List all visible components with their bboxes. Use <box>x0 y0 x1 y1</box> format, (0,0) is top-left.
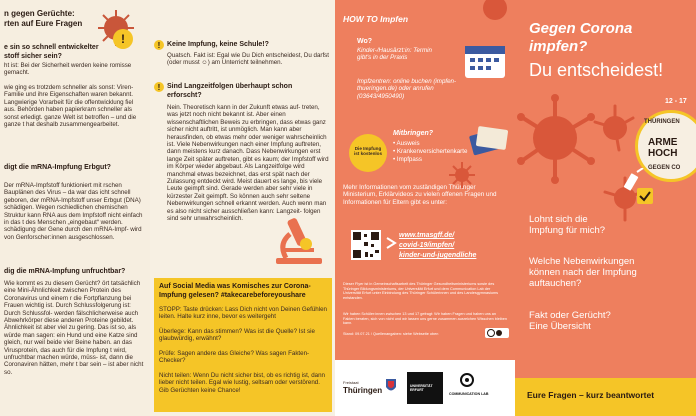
social-box-item-1: STOPP: Taste drücken: Lass Dich nicht von Deinen Gefühlen leiten. Halte kurz inne, bevor es weitergeht <box>159 306 327 321</box>
logo-thueringen-b: Thüringen <box>343 386 383 395</box>
cover-q3-l1: Fakt oder Gerücht? <box>529 310 611 321</box>
warning-icon <box>112 28 134 50</box>
panel1-answer-2: Der mRNA-Impfstoff funktioniert mit rschen Bauplänen des Virus – da war das icht schnell geboren, der mRNA-Impfstoff unser Erbgut (DNA) schädigen. Wegen rschiedlichen chemischen Struktur kann RNA aus dem Impfstoff nicht einfach in das t des Menschen „eingebaut“ werden. schädigung der Gene durch den mRNA-Impf- wird von Genforscher:innen ausgeschlossen. <box>4 182 143 241</box>
cover-footer-text: Eure Fragen – kurz beantwortet <box>527 390 655 400</box>
footnote-2: Wir haben Schüler:innen zwischen 13 und 17 gefragt: Wir haben Fragen und haben uns an Fakten beraten, sich von nicht und wir lassen uns gerne zusammen ausreichen Wisschen bleiben kann. <box>343 312 507 326</box>
logo-uni-erfurt-text: UNIVERSITÄT ERFURT <box>410 384 433 392</box>
panel3-title: HOW TO Impfen <box>343 14 409 24</box>
cover-q1-l2: Impfung für mich? <box>529 225 606 236</box>
panel2-answer-2: Nein. Theoretisch kann in der Zukunft etwas auf- treten, was jetzt noch nicht bekannt ist. Aber einen wissenschaftlichen Beweis zu erbringen, dass etwas ganz sicher nicht auftritt, ist unmöglich. Man kann aber herausfinden, ob etwas mehr oder weniger wahrscheinlich ist. Viele Nebenwirkungen nach einer Impfung auftreten, dann meistens kurz danach. Dass Nebenwirkungen erst lange Zeit später auftreten, gibt es kaum; der Impfstoff wird im Körper wieder abgebaut. Als Langzeitfolge wird manchmal etwas bezeichnet, das erst spät nach der Zulassung entdeckt wird. Meist dauert es lange, bis viele Leute geimpft sind. Gerade werden aber sehr viele in kürzester Zeit geimpft. So können auch sehr seltene Nebenwirkungen schnell erkannt werden. Auch wenn man es also nicht sicher ausschließen kann: Langzeit- folgen sind sehr unwahrscheinlich. <box>167 104 329 223</box>
warning-small-icon <box>154 82 164 92</box>
coat-of-arms-icon <box>385 378 397 394</box>
wo-text: Kinder-/Hausärzt:in: Termin gibt's in der Praxis <box>357 47 432 62</box>
virus-icon <box>455 0 515 30</box>
mitbringen-heading: Mitbringen? <box>393 130 434 137</box>
panel-faq-left <box>0 0 150 416</box>
panel2-question-1: Keine Impfung, keine Schule!? <box>167 41 269 48</box>
cover-q2-l3: auftauchen? <box>529 278 582 289</box>
communication-lab-logo-icon <box>459 372 475 388</box>
social-box-item-3: Prüfe: Sagen andere das Gleiche? Was sagen Fakten-Checker? <box>159 350 310 365</box>
panel2-answer-1: Quatsch. Fakt ist: Egal wie Du Dich entscheidest, Du darfst (oder musst ☺) am Unterricht teilnehmen. <box>167 52 329 67</box>
info-text: Mehr Informationen vom zuständigen Thüringer Ministerium, Erklärvideos zu vielen offenen Fragen und Informationen für Eltern gibt es unter: <box>343 184 497 206</box>
social-box-item-4: Nicht teilen: Wenn Du nicht sicher bist, ob es richtig ist, dann lieber nicht teilen. Egal wie lustig, seltsam oder verstörend. Gib Gerüchten keine Chance! <box>159 372 325 394</box>
arrow-icon <box>385 236 397 250</box>
warning-small-icon <box>154 40 164 50</box>
check-icon <box>637 188 653 204</box>
seal-mid-1: ARME <box>648 137 678 148</box>
panel2-question-2: Sind Langzeitfolgen überhaupt schon erforscht? <box>167 83 293 99</box>
microscope-icon <box>268 214 330 266</box>
kostenlos-badge-text: Die Impfung ist kostenlos <box>353 146 383 157</box>
cover-title-line2: impfen? <box>529 38 588 55</box>
cc-license-icon <box>485 328 509 338</box>
svg-text:!: ! <box>121 32 125 46</box>
panel1-answer-3: Wie kommt es zu diesem Gerücht? ört tatsächlich eine Mini-Ähnlichkeit zwischen Protein des Coronavirus und einem r die Fortpflanzung bei Frauen wichtig ist. Durch Schlussfolgerung ist: Durch Schlussfol- werden fälschlicherweise auch Abwehrkörper diese anderen Proteine gebildet. Ähnlichkeit ist aber viel zu gering. Das ist so, als würde man sagen: ein Hund und eine Katze sind gleich, nur weil beide vier Beine haben. an das Virusprotein, das auch für die Impfung t wird, unfruchtbar machen würde, müss- ist, dann die Coronaviren hätten, mehr t bar sein – ist aber nicht so. <box>4 280 144 376</box>
mitbringen-item-2: • Krankenversichertenkarte <box>393 148 468 155</box>
url-line-1[interactable]: www.tmasgff.de/ <box>399 232 455 239</box>
panel1-question-1: e sin so schnell entwickelter stoff sicher sein? <box>4 44 99 60</box>
footnote: Dieser Flyer ist in Gemeinschaftsarbeit des Thüringer Gesundheitsministeriums sowie des Thüringer Bildungsministeriums, der Universität Erfurt und dem Communication Lab der Universität Erfurt unter Einbindung des Thüringer Schülerinnen und des Landesgymnasiums entstanden. <box>343 282 499 300</box>
impfzentren-text: Impfzentren: online buchen (impfen-thueringen.de) oder anrufen (03643/4950490) <box>357 78 457 100</box>
cover-q2-l2: können nach der Impfung <box>529 267 637 278</box>
svg-text:!: ! <box>157 41 161 50</box>
cover-q1-l1: Lohnt sich die <box>529 214 588 225</box>
panel-faq-middle <box>150 0 335 416</box>
age-range: 12 - 17 <box>665 98 687 105</box>
seal-top-text: THÜRINGEN <box>644 119 680 125</box>
virus-icon <box>447 160 477 190</box>
panel-cover <box>515 0 696 416</box>
logo-communication-lab-text: COMMUNICATION LAB <box>449 392 489 396</box>
mitbringen-item-1: • Ausweis <box>393 140 420 147</box>
social-box-title: Auf Social Media was Komisches zur Corona-Impfung gelesen? #takecarebeforeyoushare <box>159 283 311 299</box>
mitbringen-item-2-label: Krankenversichertenkarte <box>396 148 468 155</box>
kostenlos-badge <box>349 134 387 172</box>
social-box-item-2: Überlege: Kann das stimmen? Was ist die Quelle? Ist sie glaubwürdig, erwähnt? <box>159 328 315 343</box>
url-line-3[interactable]: kinder-und-jugendliche <box>399 252 477 259</box>
panel1-answer-1: ht ist: Bei der Sicherheit werden keine romisse gemacht. <box>4 62 132 77</box>
cover-q2-l1: Welche Nebenwirkungen <box>529 256 635 267</box>
url-line-2[interactable]: covid-19/impfen/ <box>399 242 455 249</box>
cover-title-line3: Du entscheidest! <box>529 60 664 80</box>
panel1-title-line2: rten auf Eure Fragen <box>4 19 83 28</box>
logo-thueringen-a: Freistaat <box>343 380 359 385</box>
social-media-box <box>154 278 332 412</box>
cover-footer-bar <box>515 378 696 416</box>
mitbringen-item-1-label: Ausweis <box>396 140 420 147</box>
qr-code-icon <box>351 230 381 260</box>
stand-text: Stand: 09.07.21 / Quellenangaben: siehe Webseite oben <box>343 332 439 336</box>
seal-mid-2: HOCH <box>648 148 678 159</box>
panel1-title-line1: n gegen Gerüchte: <box>4 9 75 18</box>
mitbringen-item-3: • Impfpass <box>393 156 422 163</box>
panel1-answer-1b: wie ging es trotzdem schneller als sonst: Viren-Familie und ihre Eigenschaften waren bekannt. Langwierige Vorarbeit für die offentwicklung fiel aus. Behörden haben papierkram schneller als sonst erledigt. ganze Welt ist betroffen – und die ganze t hat deshalb zusammengearbeitet. <box>4 84 137 129</box>
cover-q3-l2: Eine Übersicht <box>529 321 591 332</box>
panel1-question-2: digt die mRNA-Impfung Erbgut? <box>4 164 111 171</box>
svg-text:!: ! <box>157 83 161 92</box>
panel1-question-3: dig die mRNA-Impfung unfruchtbar? <box>4 268 126 275</box>
logo-strip <box>335 360 515 416</box>
wo-heading: Wo? <box>357 38 373 45</box>
id-card-icon <box>469 118 509 158</box>
cover-title-line1: Gegen Corona <box>529 20 633 37</box>
logo-uni-erfurt <box>407 372 443 404</box>
seal-bottom-text: GEGEN CO <box>648 165 681 171</box>
panel-how-to-impfen <box>335 0 515 416</box>
calendar-icon <box>463 40 507 80</box>
mitbringen-item-3-label: Impfpass <box>396 156 422 163</box>
